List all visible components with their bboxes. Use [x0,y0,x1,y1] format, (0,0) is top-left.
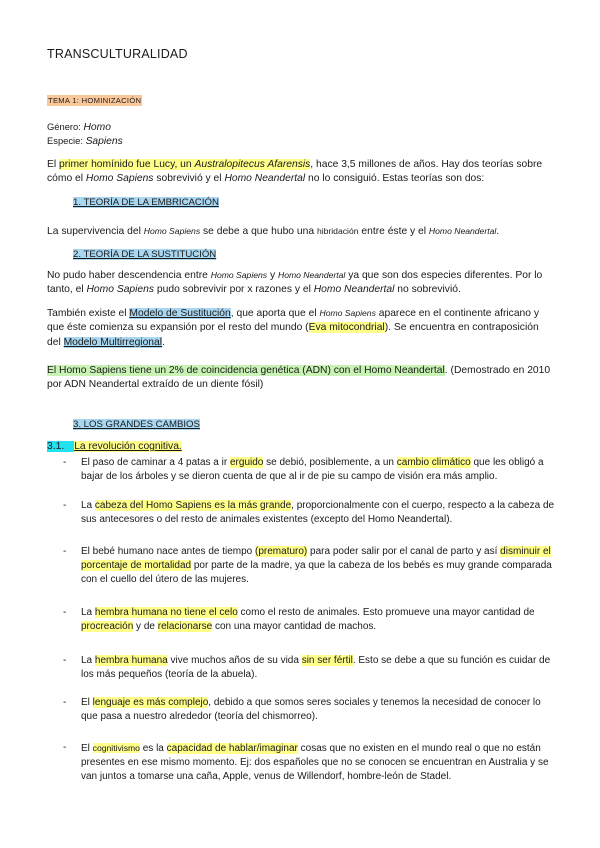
subsection-heading-revolucion: 3.1. La revolución cognitiva. [47,441,182,452]
topic-heading: TEMA 1: HOMINIZACIÓN [48,96,142,105]
list-item: - El lenguaje es más complejo, debido a que somos seres sociales y tenemos la necesidad de conocer lo que pasa a nuestro alrededor (teoría del chismorreo). [63,697,541,723]
list-item: - La hembra humana no tiene el celo como el resto de animales. Esto promueve una mayor cantidad de procreación y de relacionarse con una mayor cantidad de machos. [63,607,535,633]
list-item: - El cognitivismo es la capacidad de hablar/imaginar cosas que no existen en el mundo real o que no están presentes en ese mismo momento. Ej: dos españoles que no se conocen se encuentran en Australia y se van juntos a tomarse una caña, Apple, venus de Willendorf, hombre-león de Stadel. [63,742,549,783]
document-title: TRANSCULTURALIDAD [47,47,188,61]
section-heading-sustitucion: 2. TEORÍA DE LA SUSTITUCIÓN [73,249,217,260]
list-item: - El paso de caminar a 4 patas a ir erguido se debió, posiblemente, a un cambio climático que les obligó a bajar de los árboles y se dieron cuenta de que al ir de pie su campo de visión era más amplio. [63,457,544,483]
species-line: Especie: Sapiens [47,135,123,147]
list-item: - El bebé humano nace antes de tiempo (prematuro) para poder salir por el canal de parto y así disminuir el porcentaje de mortalidad por parte de la madre, ya que la cabeza de los bebés es muy grande comparada con el cuello del útero de las mujeres. [63,546,552,586]
paragraph-modelo: También existe el Modelo de Sustitución, que aporta que el Homo Sapiens aparece en el continente africano y que éste comienza su expansión por el resto del mundo (Eva mitocondrial). Se encuentra en contraposición del Modelo Multirregional. [47,308,540,348]
paragraph-embricacion: La supervivencia del Homo Sapiens se debe a que hubo una hibridación entre éste y el Homo Neandertal. [47,226,500,237]
list-item: - La hembra humana vive muchos años de su vida sin ser fértil. Esto se debe a que su función es cuidar de los más pequeños (teoría de la abuela). [63,655,551,681]
paragraph-sustitucion: No pudo haber descendencia entre Homo Sapiens y Homo Neandertal ya que son dos especies diferentes. Por lo tanto, el Homo Sapiens pudo sobrevivir por x razones y el Homo Neandertal no sobrevivió. [47,270,543,296]
paragraph-adn: El Homo Sapiens tiene un 2% de coincidencia genética (ADN) con el Homo Neandertal. (Demostrado en 2010 por ADN Neandertal extraído de un diente fósil) [47,365,551,391]
genus-line: Género: Homo [47,121,111,133]
list-item: - La cabeza del Homo Sapiens es la más grande, proporcionalmente con el cuerpo, respecto a la cabeza de sus antecesores o del resto de animales existentes (excepto del Homo Neandertal). [63,500,555,526]
section-heading-embricacion: 1. TEORÍA DE LA EMBRICACIÓN [73,197,219,208]
intro-paragraph: El primer homínido fue Lucy, un Australopitecus Afarensis, hace 3,5 millones de años. Hay dos teorías sobre cómo el Homo Sapiens sobrevivió y el Homo Neandertal no lo consiguió. Estas teorías son dos: [47,159,543,185]
section-heading-cambios: 3. LOS GRANDES CAMBIOS [73,419,200,430]
